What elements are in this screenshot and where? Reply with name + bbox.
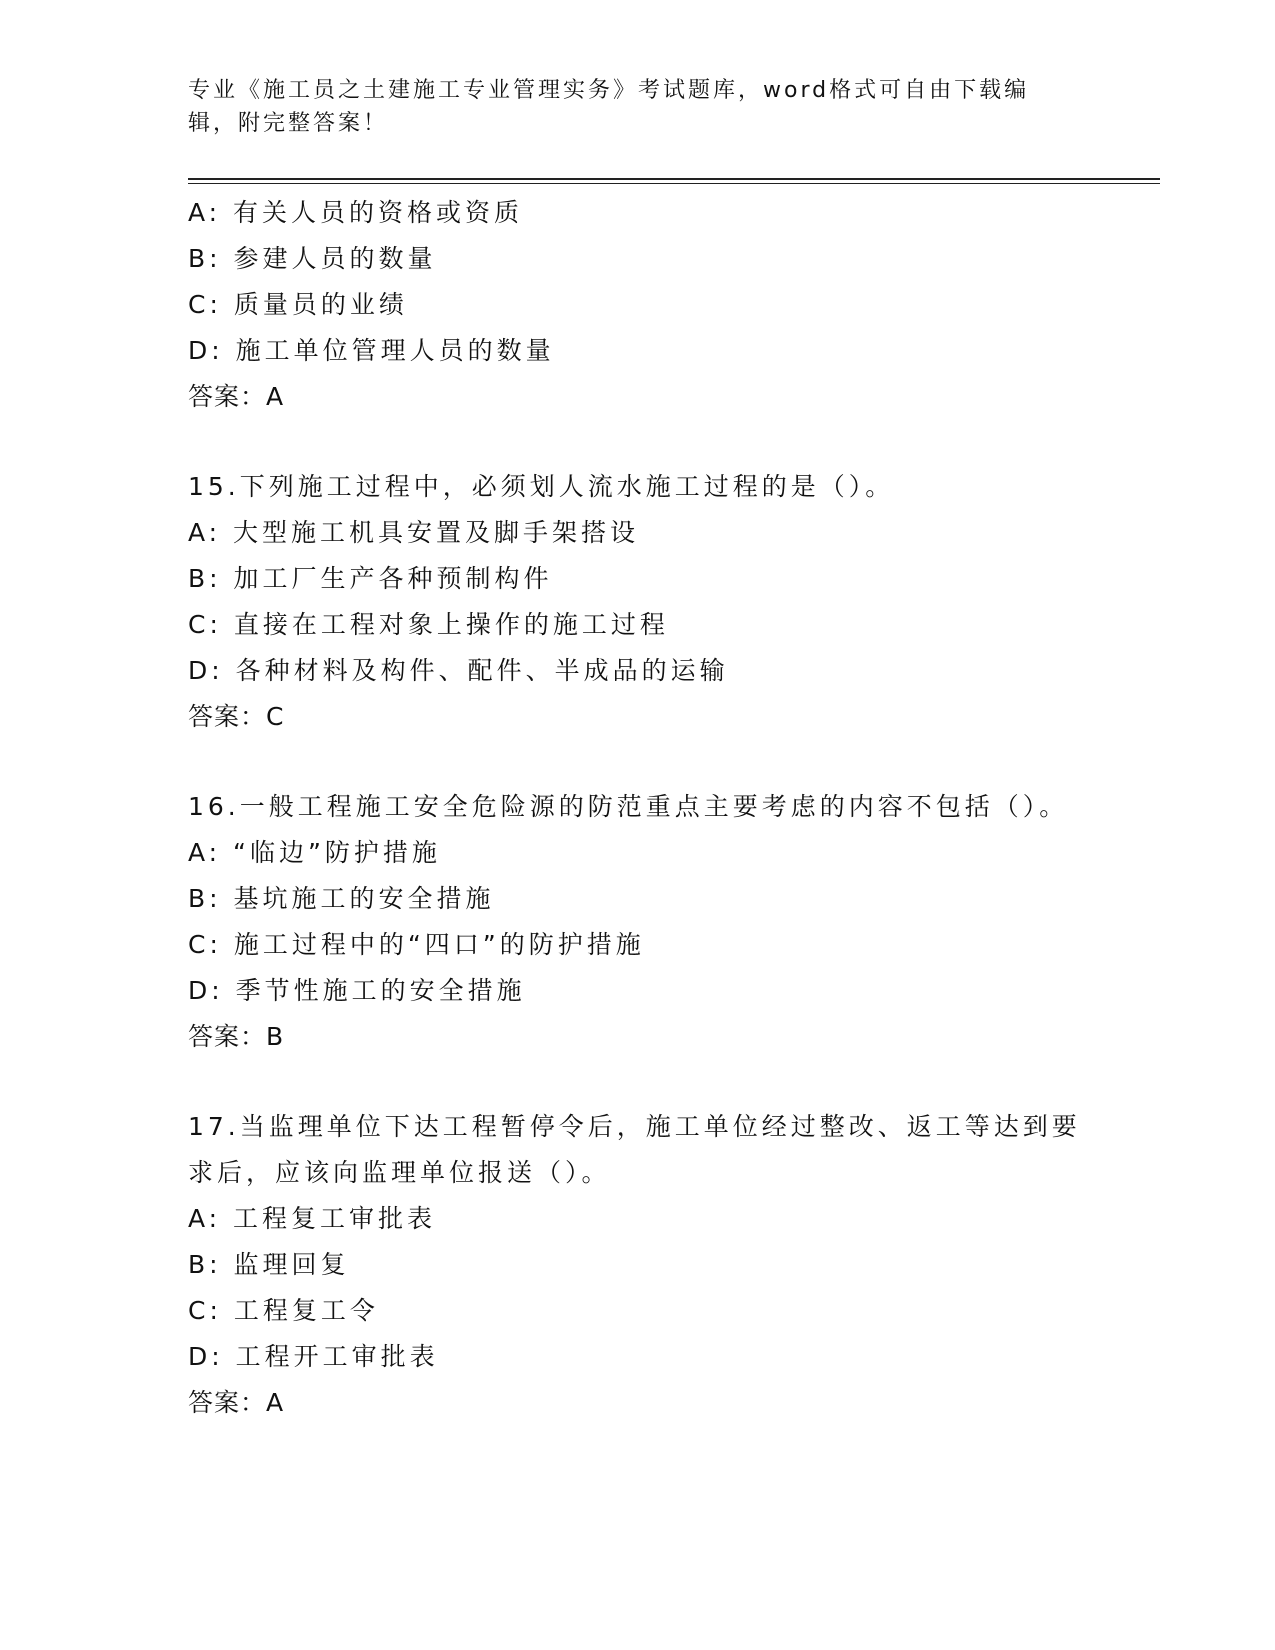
option-d: D: 季节性施工的安全措施 <box>188 976 526 1005</box>
question-text: 15.下列施工过程中，必须划人流水施工过程的是（）。 <box>188 472 895 501</box>
option-d: D: 各种材料及构件、配件、半成品的运输 <box>188 656 729 685</box>
block-spacer <box>188 1060 1088 1104</box>
question-block <box>188 464 1088 740</box>
option-d: D: 施工单位管理人员的数量 <box>188 336 555 365</box>
question-text: 16.一般工程施工安全危险源的防范重点主要考虑的内容不包括（）。 <box>188 792 1069 821</box>
option-d: D: 工程开工审批表 <box>188 1342 439 1371</box>
block-spacer <box>188 420 1088 464</box>
option-c: C: 直接在工程对象上操作的施工过程 <box>188 610 669 639</box>
option-b: B: 加工厂生产各种预制构件 <box>188 564 553 593</box>
option-a: A: “临边”防护措施 <box>188 838 441 867</box>
answer-line: 答案：A <box>188 1388 285 1417</box>
option-b: B: 参建人员的数量 <box>188 244 437 273</box>
option-c: C: 工程复工令 <box>188 1296 379 1325</box>
answer-line: 答案：C <box>188 702 285 731</box>
question-block <box>188 190 1088 420</box>
option-a: A: 大型施工机具安置及脚手架搭设 <box>188 518 640 547</box>
question-block <box>188 1104 1088 1426</box>
header-divider <box>188 178 1160 184</box>
option-b: B: 基坑施工的安全措施 <box>188 884 495 913</box>
option-a: A: 工程复工审批表 <box>188 1204 437 1233</box>
option-c: C: 质量员的业绩 <box>188 290 408 319</box>
option-c: C: 施工过程中的“四口”的防护措施 <box>188 930 645 959</box>
option-a: A: 有关人员的资格或资质 <box>188 198 524 227</box>
document-header: 专业《施工员之土建施工专业管理实务》考试题库，word格式可自由下载编辑，附完整答案！ <box>188 78 1030 136</box>
answer-line: 答案：B <box>188 1022 285 1051</box>
option-b: B: 监理回复 <box>188 1250 350 1279</box>
block-spacer <box>188 740 1088 784</box>
question-text: 17.当监理单位下达工程暂停令后，施工单位经过整改、返工等达到要求后，应该向监理单位报送（）。 <box>188 1112 1081 1187</box>
question-list <box>188 190 1088 1426</box>
question-block <box>188 784 1088 1060</box>
answer-line: 答案：A <box>188 382 285 411</box>
